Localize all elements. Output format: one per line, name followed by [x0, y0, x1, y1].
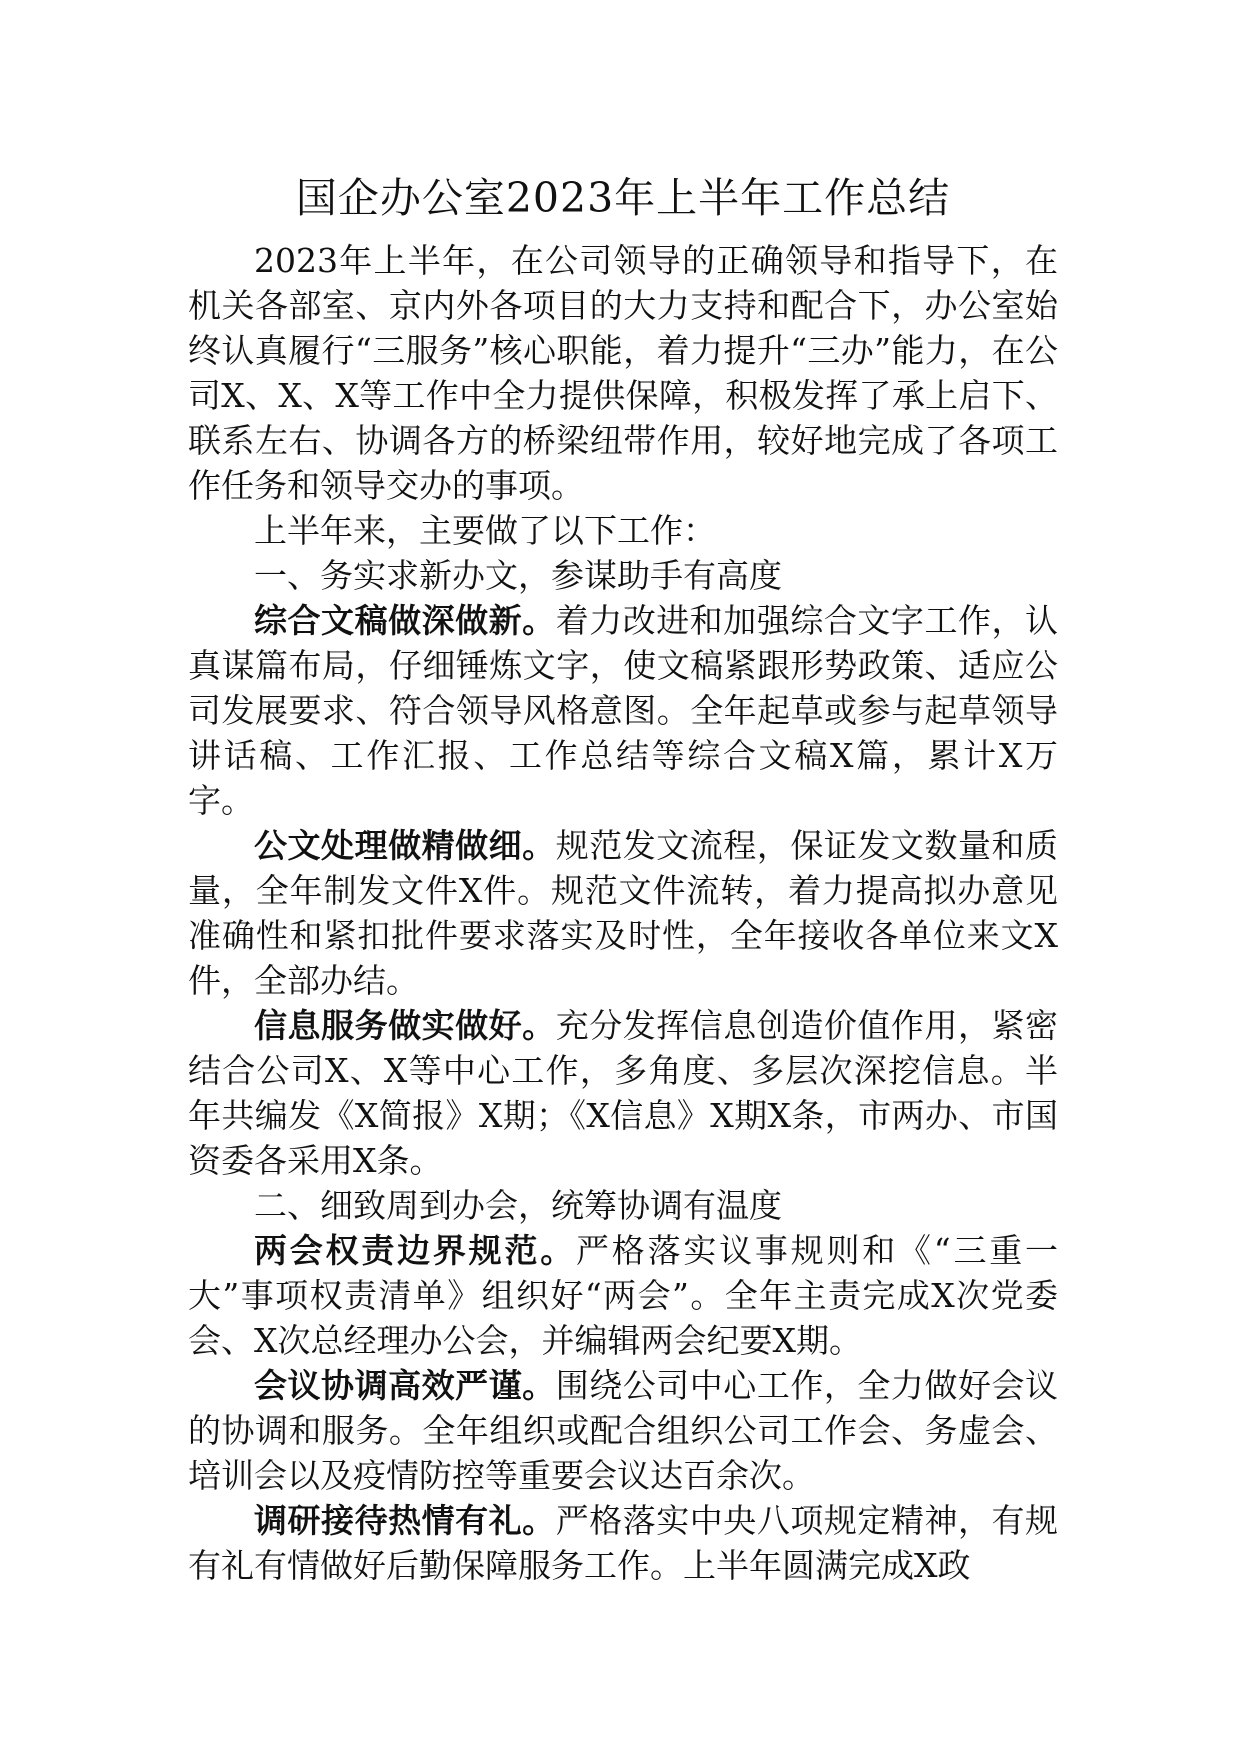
section-heading-text: 二、细致周到办会，统筹协调有温度: [254, 1186, 782, 1225]
paragraph-text: 规范发文流程，保证发文数量和质量，全年制发文件X件。规范文件流转，着力提高拟办意见准确性和紧扣批件要求落实及时性，全年接收各单位来文X件，全部办结。: [188, 826, 1059, 1000]
paragraph-text: 上半年来，主要做了以下工作：: [254, 511, 716, 550]
paragraph-text: 围绕公司中心工作，全力做好会议的协调和服务。全年组织或配合组织公司工作会、务虚会、培训会以及疫情防控等重要会议达百余次。: [188, 1366, 1059, 1495]
document-title: 国企办公室2023年上半年工作总结: [295, 174, 951, 222]
paragraph-lead: 两会权责边界规范。: [254, 1231, 577, 1270]
paragraph-text: 严格落实中央八项规定精神，有规有礼有情做好后勤保障服务工作。上半年圆满完成X政: [188, 1501, 1059, 1585]
paragraph-document-processing: [188, 823, 1058, 1003]
paragraph-text: 严格落实议事规则和《“三重一大”事项权责清单》组织好“两会”。全年主责完成X次党委会、X次总经理办公会，并编辑两会纪要X期。: [188, 1231, 1059, 1360]
paragraph-text: 2023年上半年，在公司领导的正确领导和指导下，在机关各部室、京内外各项目的大力支持和配合下，办公室始终认真履行“三服务”核心职能，着力提升“三办”能力，在公司X、X、X等工作中全力提供保障，积极发挥了承上启下、联系左右、协调各方的桥梁纽带作用，较好地完成了各项工作任务和领导交办的事项。: [188, 241, 1058, 505]
paragraph-lead: 公文处理做精做细。: [254, 826, 556, 865]
paragraph-lead: 信息服务做实做好。: [254, 1006, 556, 1045]
paragraph-intro: [188, 238, 1058, 508]
paragraph-comprehensive-drafts: [188, 598, 1058, 823]
paragraph-lead: 综合文稿做深做新。: [254, 601, 556, 640]
paragraph-two-meetings: [188, 1228, 1058, 1363]
paragraph-text: 着力改进和加强综合文字工作，认真谋篇布局，仔细锤炼文字，使文稿紧跟形势政策、适应公司发展要求、符合领导风格意图。全年起草或参与起草领导讲话稿、工作汇报、工作总结等综合文稿X篇，累计X万字。: [188, 601, 1059, 820]
paragraph-text: 充分发挥信息创造价值作用，紧密结合公司X、X等中心工作，多角度、多层次深挖信息。半年共编发《X简报》X期；《X信息》X期X条，市两办、市国资委各采用X条。: [188, 1006, 1059, 1180]
paragraph-lead: 会议协调高效严谨。: [254, 1366, 556, 1405]
paragraph-reception: [188, 1498, 1058, 1588]
document-page: [188, 170, 1058, 1588]
paragraph-meeting-coordination: [188, 1363, 1058, 1498]
paragraph-information-service: [188, 1003, 1058, 1183]
section-heading-2: [188, 1183, 1058, 1228]
section-heading-text: 一、务实求新办文，参谋助手有高度: [254, 556, 782, 595]
paragraph-lead: 调研接待热情有礼。: [254, 1501, 556, 1540]
paragraph-work-list-intro: [188, 508, 1058, 553]
section-heading-1: [188, 553, 1058, 598]
